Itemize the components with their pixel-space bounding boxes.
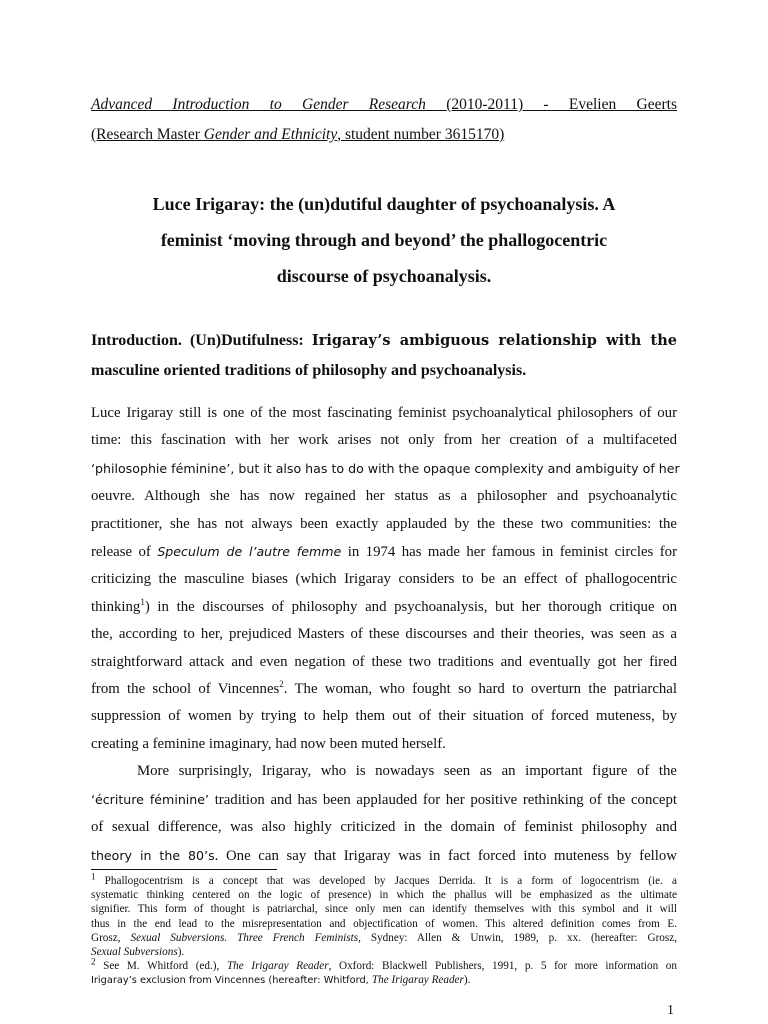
header-line-1 xyxy=(91,90,677,120)
footnote-line: thus in the end lead to the misrepresentation and objectification of women. This altered definition comes from E. xyxy=(91,917,677,930)
title-line-3: discourse of psychoanalysis. xyxy=(276,266,492,286)
body-line: straightforward attack and even negation of these two traditions and eventually got her fired xyxy=(91,653,677,670)
section-heading xyxy=(91,326,677,386)
body-text xyxy=(91,400,680,870)
footnote-line xyxy=(91,956,677,973)
body-line: More surprisingly, Irigaray, who is nowadays seen as an important figure of the xyxy=(137,763,677,780)
footnote-ref-1[interactable]: 1 xyxy=(140,596,145,607)
body-line xyxy=(91,786,677,814)
body-line-fragment: in 1974 has made her famous in feminist circles for xyxy=(341,544,678,561)
body-line-fragment: . One can say that Irigaray was in fact forced into muteness by fellow xyxy=(214,847,677,864)
footnote-line-fragment: Phallogocentrism is a concept that was developed by Jacques Derrida. It is a form of logocentrism (ie. a xyxy=(104,875,678,887)
body-line: of sexual difference, was also highly criticized in the domain of feminist philosophy and xyxy=(91,819,677,836)
title-line-1: Luce Irigaray: the (un)dutiful daughter of psychoanalysis. A xyxy=(152,194,616,214)
footnote-line xyxy=(91,945,677,959)
footnote-line: systematic thinking centered on the logic of presence) in which the phallus will be emphasized as the ultimate xyxy=(91,889,677,902)
body-line: time: this fascination with her work arises not only from her creation of a multifaceted xyxy=(91,432,677,449)
footnote-line-fragment: ). xyxy=(177,946,185,959)
body-line-fragment: from the school of Vincennes xyxy=(91,681,280,698)
footnotes xyxy=(91,871,678,989)
section-heading-subject: Irigaray’s ambiguous relationship with the xyxy=(311,332,677,349)
course-year-author: (2010-2011) - Evelien Geerts xyxy=(446,96,677,113)
footnote-line xyxy=(91,973,677,988)
book-title: Speculum de l’autre femme xyxy=(157,544,342,560)
body-line xyxy=(91,594,677,621)
body-line xyxy=(91,538,677,566)
section-heading-prefix: Introduction. (Un)Dutifulness: xyxy=(91,332,312,349)
paper-title xyxy=(91,186,677,294)
footnote-line xyxy=(91,871,678,888)
footnote-line: signifier. This form of thought is patriarchal, since only men can identify themselves with this symbol and it will xyxy=(91,903,677,916)
body-line: creating a feminine imaginary, had now been muted herself. xyxy=(91,735,446,752)
program-name: Gender and Ethnicity xyxy=(203,126,338,143)
body-line-fragment: theory in the 80’s xyxy=(91,847,215,863)
program-prefix: (Research Master xyxy=(91,126,204,143)
body-line: oeuvre. Although she has now regained her status as a philosopher and psychoanalytic xyxy=(91,488,677,505)
course-title: Advanced Introduction to Gender Research xyxy=(91,96,426,113)
body-line: the, according to her, prejudiced Masters of these discourses and their theories, was seen as a xyxy=(91,626,677,643)
title-line-2: feminist ‘moving through and beyond’ the phallogocentric xyxy=(160,230,608,250)
section-heading-line-1 xyxy=(91,326,677,356)
body-line xyxy=(91,455,680,483)
book-title: Sexual Subversions xyxy=(91,946,178,959)
body-line-fragment: ) in the discourses of philosophy and psychoanalysis, but her thorough critique on xyxy=(144,598,677,615)
body-line-fragment: tradition and has been applauded for her positive rethinking of the concept xyxy=(209,791,677,808)
body-line xyxy=(91,676,677,703)
body-line-fragment: ‘philosophie féminine’, but it also has to do with the opaque complexity and ambiguity of her xyxy=(91,460,680,476)
book-title: The Irigaray Reader xyxy=(371,974,464,987)
footnote-line-fragment: Irigaray’s exclusion from Vincennes (hereafter: Whitford, xyxy=(91,975,372,987)
footnote-line-fragment: See M. Whitford (ed.), xyxy=(95,960,227,973)
body-line: suppression of women by trying to help them out of their situation of forced muteness, by xyxy=(91,708,677,725)
footnote-line-fragment: , Sydney: Allen & Unwin, 1989, p. xx. (hereafter: Grosz, xyxy=(358,931,678,944)
page-number: 1 xyxy=(667,1003,674,1018)
footnote-ref-2[interactable]: 2 xyxy=(279,679,284,690)
footnote-line xyxy=(91,931,677,945)
footnote-number: 2 xyxy=(91,956,96,967)
body-line-fragment: thinking xyxy=(91,598,141,615)
footnote-line-fragment: Grosz, xyxy=(91,931,131,944)
body-line: criticizing the masculine biases (which Irigaray considers to be an effect of phallogocentric xyxy=(91,571,677,588)
footnote-divider xyxy=(91,869,277,870)
footnote-number: 1 xyxy=(91,871,96,882)
body-line: practitioner, she has not always been exactly applauded by the these two communities: the xyxy=(91,515,677,532)
section-heading-line-2: masculine oriented traditions of philosophy and psychoanalysis. xyxy=(91,362,527,379)
body-line: Luce Irigaray still is one of the most fascinating feminist psychoanalytical philosophers of our xyxy=(91,405,677,421)
body-line xyxy=(91,842,677,870)
header-line-2 xyxy=(91,120,677,150)
student-number: , student number 3615170) xyxy=(337,126,505,143)
body-line-fragment: . The woman, who fought so hard to overturn the patriarchal xyxy=(283,681,677,698)
body-line-fragment: ‘écriture féminine’ xyxy=(91,791,210,807)
book-title: The Irigaray Reader xyxy=(226,960,329,973)
footnote-line-fragment: , Oxford: Blackwell Publishers, 1991, p. 5 for more information on xyxy=(328,960,677,973)
footnote-line-fragment: ). xyxy=(463,974,471,987)
document-header xyxy=(91,90,677,150)
body-line-fragment: release of xyxy=(91,544,158,561)
book-title: Sexual Subversions. Three French Feminists xyxy=(130,931,359,944)
